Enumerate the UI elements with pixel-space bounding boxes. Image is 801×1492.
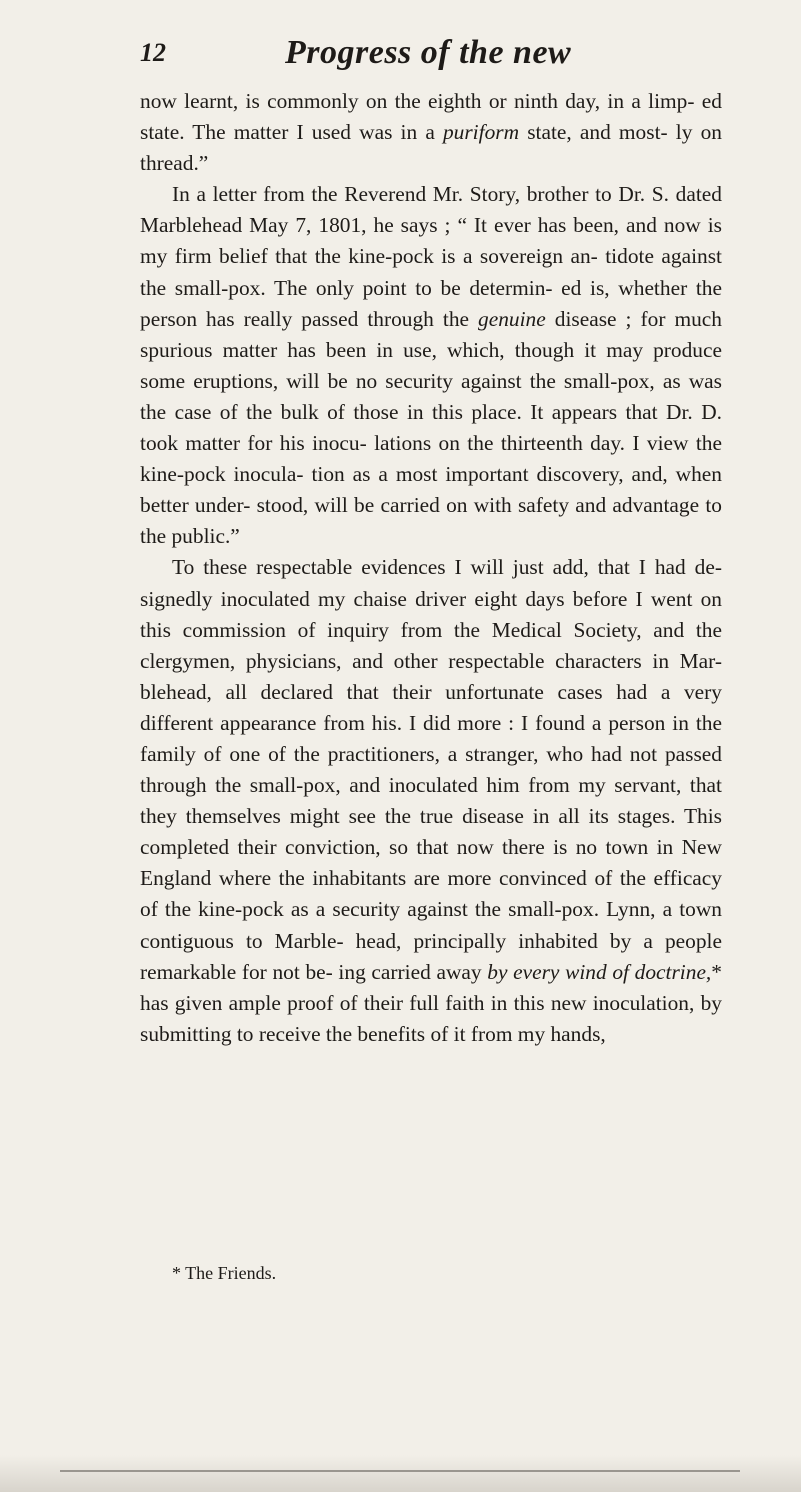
italic-run: by every wind of doctrine, — [487, 959, 712, 984]
page-edge-shadow — [0, 1455, 801, 1492]
text-run: disease ; for much spurious matter has been in use, which, though it may produce some eruptions, will be no security against the small-pox, as was the case of the bulk of those in this place. It appears that Dr. D. took matter for his inocu- lations on the thirteenth day. I view the kine-pock inocula- tion as a most important discovery, and, when better under- stood, will be carried on with safety and advantage to the public.” — [140, 306, 722, 549]
text-run: state, and most- ly on thread.” — [140, 120, 722, 176]
text-run: To these respectable evidences I will just add, that I had de- signedly inoculated my chaise driver eight days before I went on this commission of inquiry from the Medical Society, and the clergymen, physicians, and other respectable characters in Mar- blehead, all declared that their unfortunate cases had a very different appearance from his. I did more : I found a person in the family of one of the practitioners, a stranger, who had not passed through the small-pox, and inoculated him from my servant, that they themselves might see the true disease in all its stages. This completed their conviction, so that now there is no town in New England where the inhabitants are more convinced of the efficacy of the kine-pock as a security against the small-pox. Lynn, a town contiguous to Marble- head, principally inhabited by a people remarkable for not be- ing carried away — [140, 555, 722, 984]
body-text — [140, 86, 722, 1050]
paragraph-continuation — [140, 86, 722, 179]
running-title: Progress of the new — [285, 34, 572, 71]
paragraph-evidences — [140, 552, 722, 1050]
italic-run: genuine — [478, 306, 546, 331]
text-run: * has given ample proof of their full faith in this new inoculation, by submitting to receive the benefits of it from my hands, — [140, 959, 722, 1046]
running-head — [140, 34, 720, 78]
paragraph-story-letter — [140, 179, 722, 552]
italic-run: puriform — [442, 120, 520, 145]
footnote: * The Friends. — [172, 1263, 277, 1283]
text-run: In a letter from the Reverend Mr. Story, brother to Dr. S. dated Marblehead May 7, 1801, he says ; “ It ever has been, and now is my firm belief that the kine-pock is a sovereign an- tidote against the small-pox. The only point to be determin- ed is, whether the person has really passed through the — [140, 182, 722, 331]
text-run: now learnt, is commonly on the eighth or ninth day, in a limp- ed state. The matter I used was in a — [140, 89, 722, 145]
page-number: 12 — [140, 38, 166, 67]
page-edge-line — [60, 1470, 740, 1472]
